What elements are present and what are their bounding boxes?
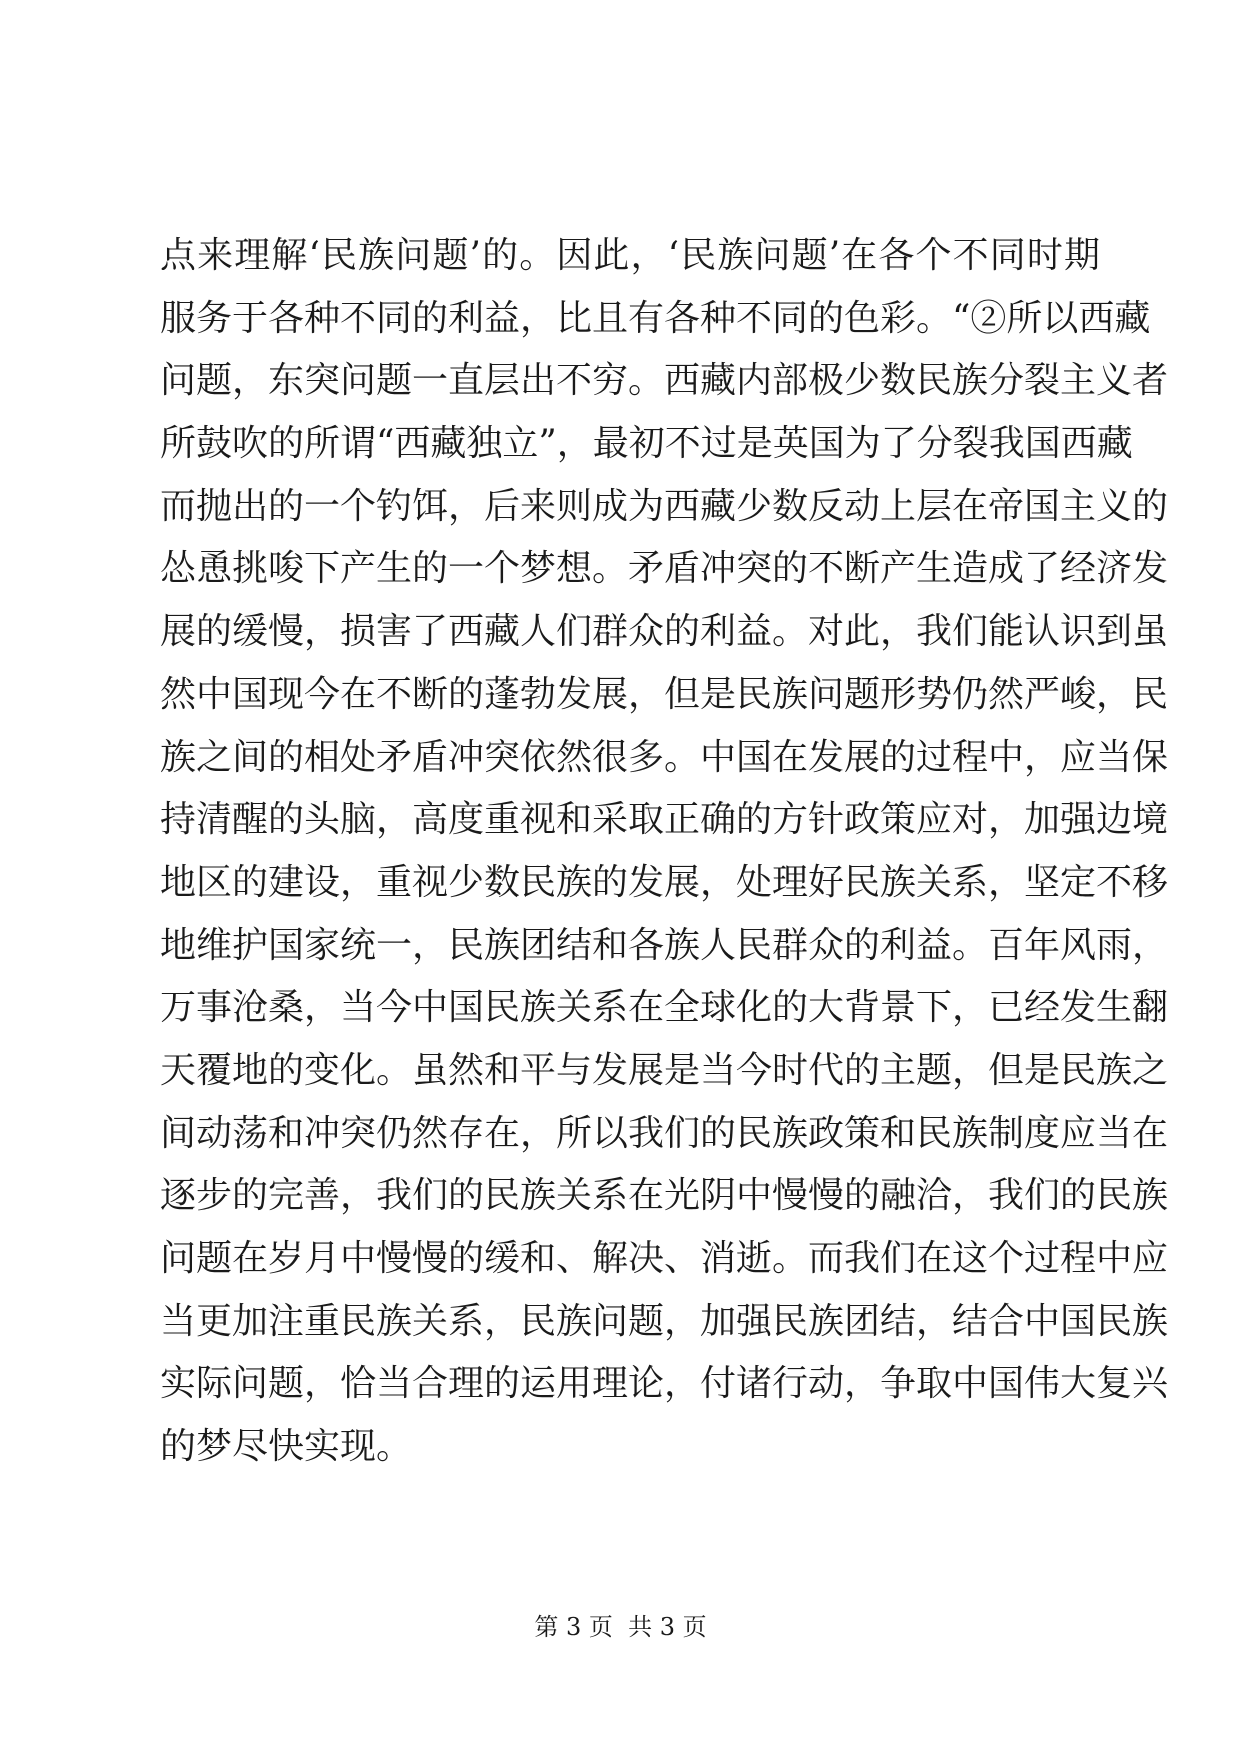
text-line: 实际问题，恰当合理的运用理论，付诸行动，争取中国伟大复兴 xyxy=(160,1363,1169,1405)
text-line: 逐步的完善，我们的民族关系在光阴中慢慢的融洽，我们的民族 xyxy=(160,1175,1169,1217)
text-line: 然中国现今在不断的蓬勃发展，但是民族问题形势仍然严峻，民 xyxy=(160,673,1169,715)
text-line: 问题在岁月中慢慢的缓和、解决、消逝。而我们在这个过程中应 xyxy=(160,1238,1169,1279)
text-line: 的梦尽快实现。 xyxy=(160,1426,413,1468)
body-paragraph xyxy=(160,225,1169,1479)
text-line: 族之间的相处矛盾冲突依然很多。中国在发展的过程中，应当保 xyxy=(160,736,1169,778)
text-line: 怂恿挑唆下产生的一个梦想。矛盾冲突的不断产生造成了经济发 xyxy=(160,548,1169,590)
page-number: 第 3 页 共 3 页 xyxy=(534,1613,707,1641)
text-line: 万事沧桑，当今中国民族关系在全球化的大背景下，已经发生翻 xyxy=(160,987,1169,1029)
text-line: 间动荡和冲突仍然存在，所以我们的民族政策和民族制度应当在 xyxy=(160,1112,1169,1154)
page-footer xyxy=(0,1612,1241,1642)
text-line: 展的缓慢，损害了西藏人们群众的利益。对此，我们能认识到虽 xyxy=(160,611,1169,653)
text-line: 问题，东突问题一直层出不穷。西藏内部极少数民族分裂主义者 xyxy=(160,360,1169,402)
text-line: 点来理解‘民族问题’的。因此，‘民族问题’在各个不同时期 xyxy=(160,235,1100,276)
text-line: 所鼓吹的所谓“西藏独立”，最初不过是英国为了分裂我国西藏 xyxy=(160,423,1133,465)
text-line: 而抛出的一个钓饵，后来则成为西藏少数反动上层在帝国主义的 xyxy=(160,485,1169,527)
text-line: 当更加注重民族关系，民族问题，加强民族团结，结合中国民族 xyxy=(160,1300,1169,1342)
text-line: 地维护国家统一，民族团结和各族人民群众的利益。百年风雨， xyxy=(160,924,1169,966)
text-line: 天覆地的变化。虽然和平与发展是当今时代的主题，但是民族之 xyxy=(160,1049,1169,1091)
text-line: 持清醒的头脑，高度重视和采取正确的方针政策应对，加强边境 xyxy=(160,799,1169,841)
text-line: 地区的建设，重视少数民族的发展，处理好民族关系，坚定不移 xyxy=(160,861,1169,903)
text-line: 服务于各种不同的利益，比且有各种不同的色彩。“②所以西藏 xyxy=(160,297,1151,339)
